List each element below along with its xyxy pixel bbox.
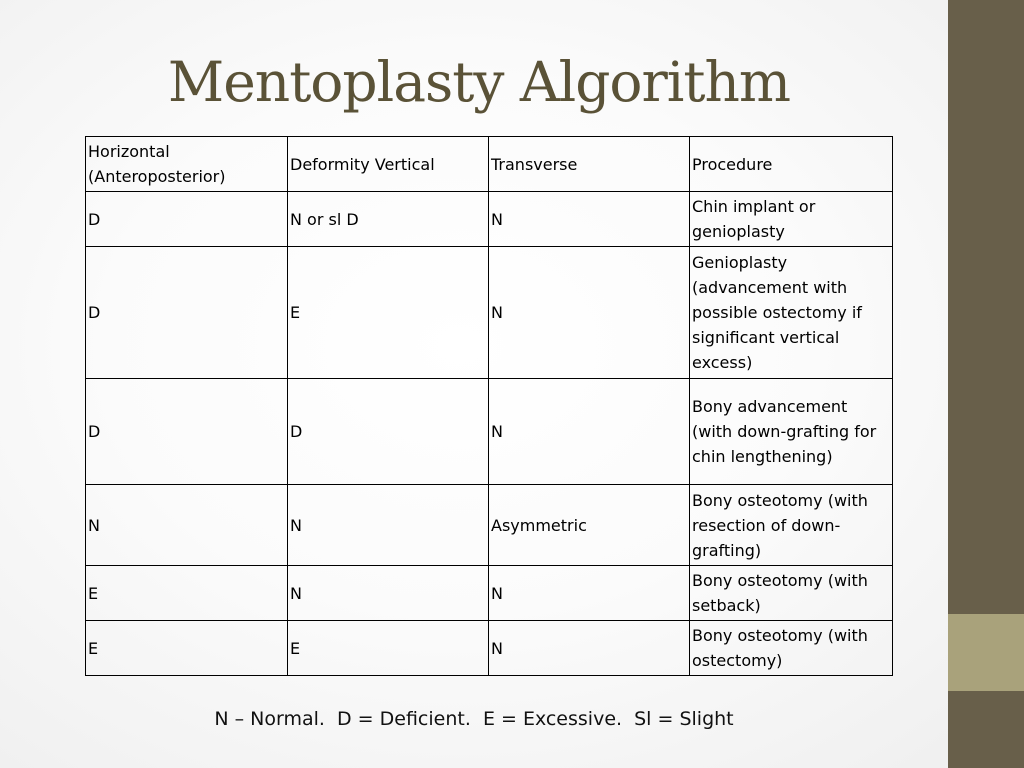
table-row — [86, 247, 893, 379]
abbreviation-legend: N – Normal. D = Deficient. E = Excessive. Sl = Slight — [214, 708, 734, 730]
cell-procedure: Bony osteotomy (with ostectomy) — [690, 621, 893, 676]
cell-horizontal: D — [86, 192, 288, 247]
cell-vertical: E — [288, 621, 489, 676]
decorative-side-accent — [948, 614, 1024, 691]
cell-transverse: N — [489, 566, 690, 621]
cell-transverse: N — [489, 379, 690, 485]
cell-transverse: N — [489, 247, 690, 379]
table-row — [86, 192, 893, 247]
mentoplasty-table — [85, 136, 893, 676]
cell-vertical: E — [288, 247, 489, 379]
cell-procedure: Bony advancement (with down-grafting for chin lengthening) — [690, 379, 893, 485]
header-horizontal: Horizontal (Anteroposterior) — [86, 137, 288, 192]
header-procedure: Procedure — [690, 137, 893, 192]
table-row — [86, 566, 893, 621]
cell-procedure: Bony osteotomy (with resection of down-grafting) — [690, 485, 893, 566]
cell-procedure: Bony osteotomy (with setback) — [690, 566, 893, 621]
table-row — [86, 485, 893, 566]
table-row — [86, 379, 893, 485]
cell-transverse: N — [489, 621, 690, 676]
cell-horizontal: E — [86, 566, 288, 621]
cell-horizontal: E — [86, 621, 288, 676]
cell-horizontal: N — [86, 485, 288, 566]
cell-horizontal: D — [86, 247, 288, 379]
cell-transverse: Asymmetric — [489, 485, 690, 566]
slide-title: Mentoplasty Algorithm — [167, 50, 791, 114]
cell-vertical: N — [288, 566, 489, 621]
header-deformity-vertical: Deformity Vertical — [288, 137, 489, 192]
cell-horizontal: D — [86, 379, 288, 485]
cell-procedure: Genioplasty (advancement with possible ostectomy if significant vertical excess) — [690, 247, 893, 379]
cell-vertical: N or sl D — [288, 192, 489, 247]
cell-vertical: D — [288, 379, 489, 485]
table-header-row — [86, 137, 893, 192]
header-transverse: Transverse — [489, 137, 690, 192]
cell-transverse: N — [489, 192, 690, 247]
cell-vertical: N — [288, 485, 489, 566]
cell-procedure: Chin implant or genioplasty — [690, 192, 893, 247]
table-row — [86, 621, 893, 676]
